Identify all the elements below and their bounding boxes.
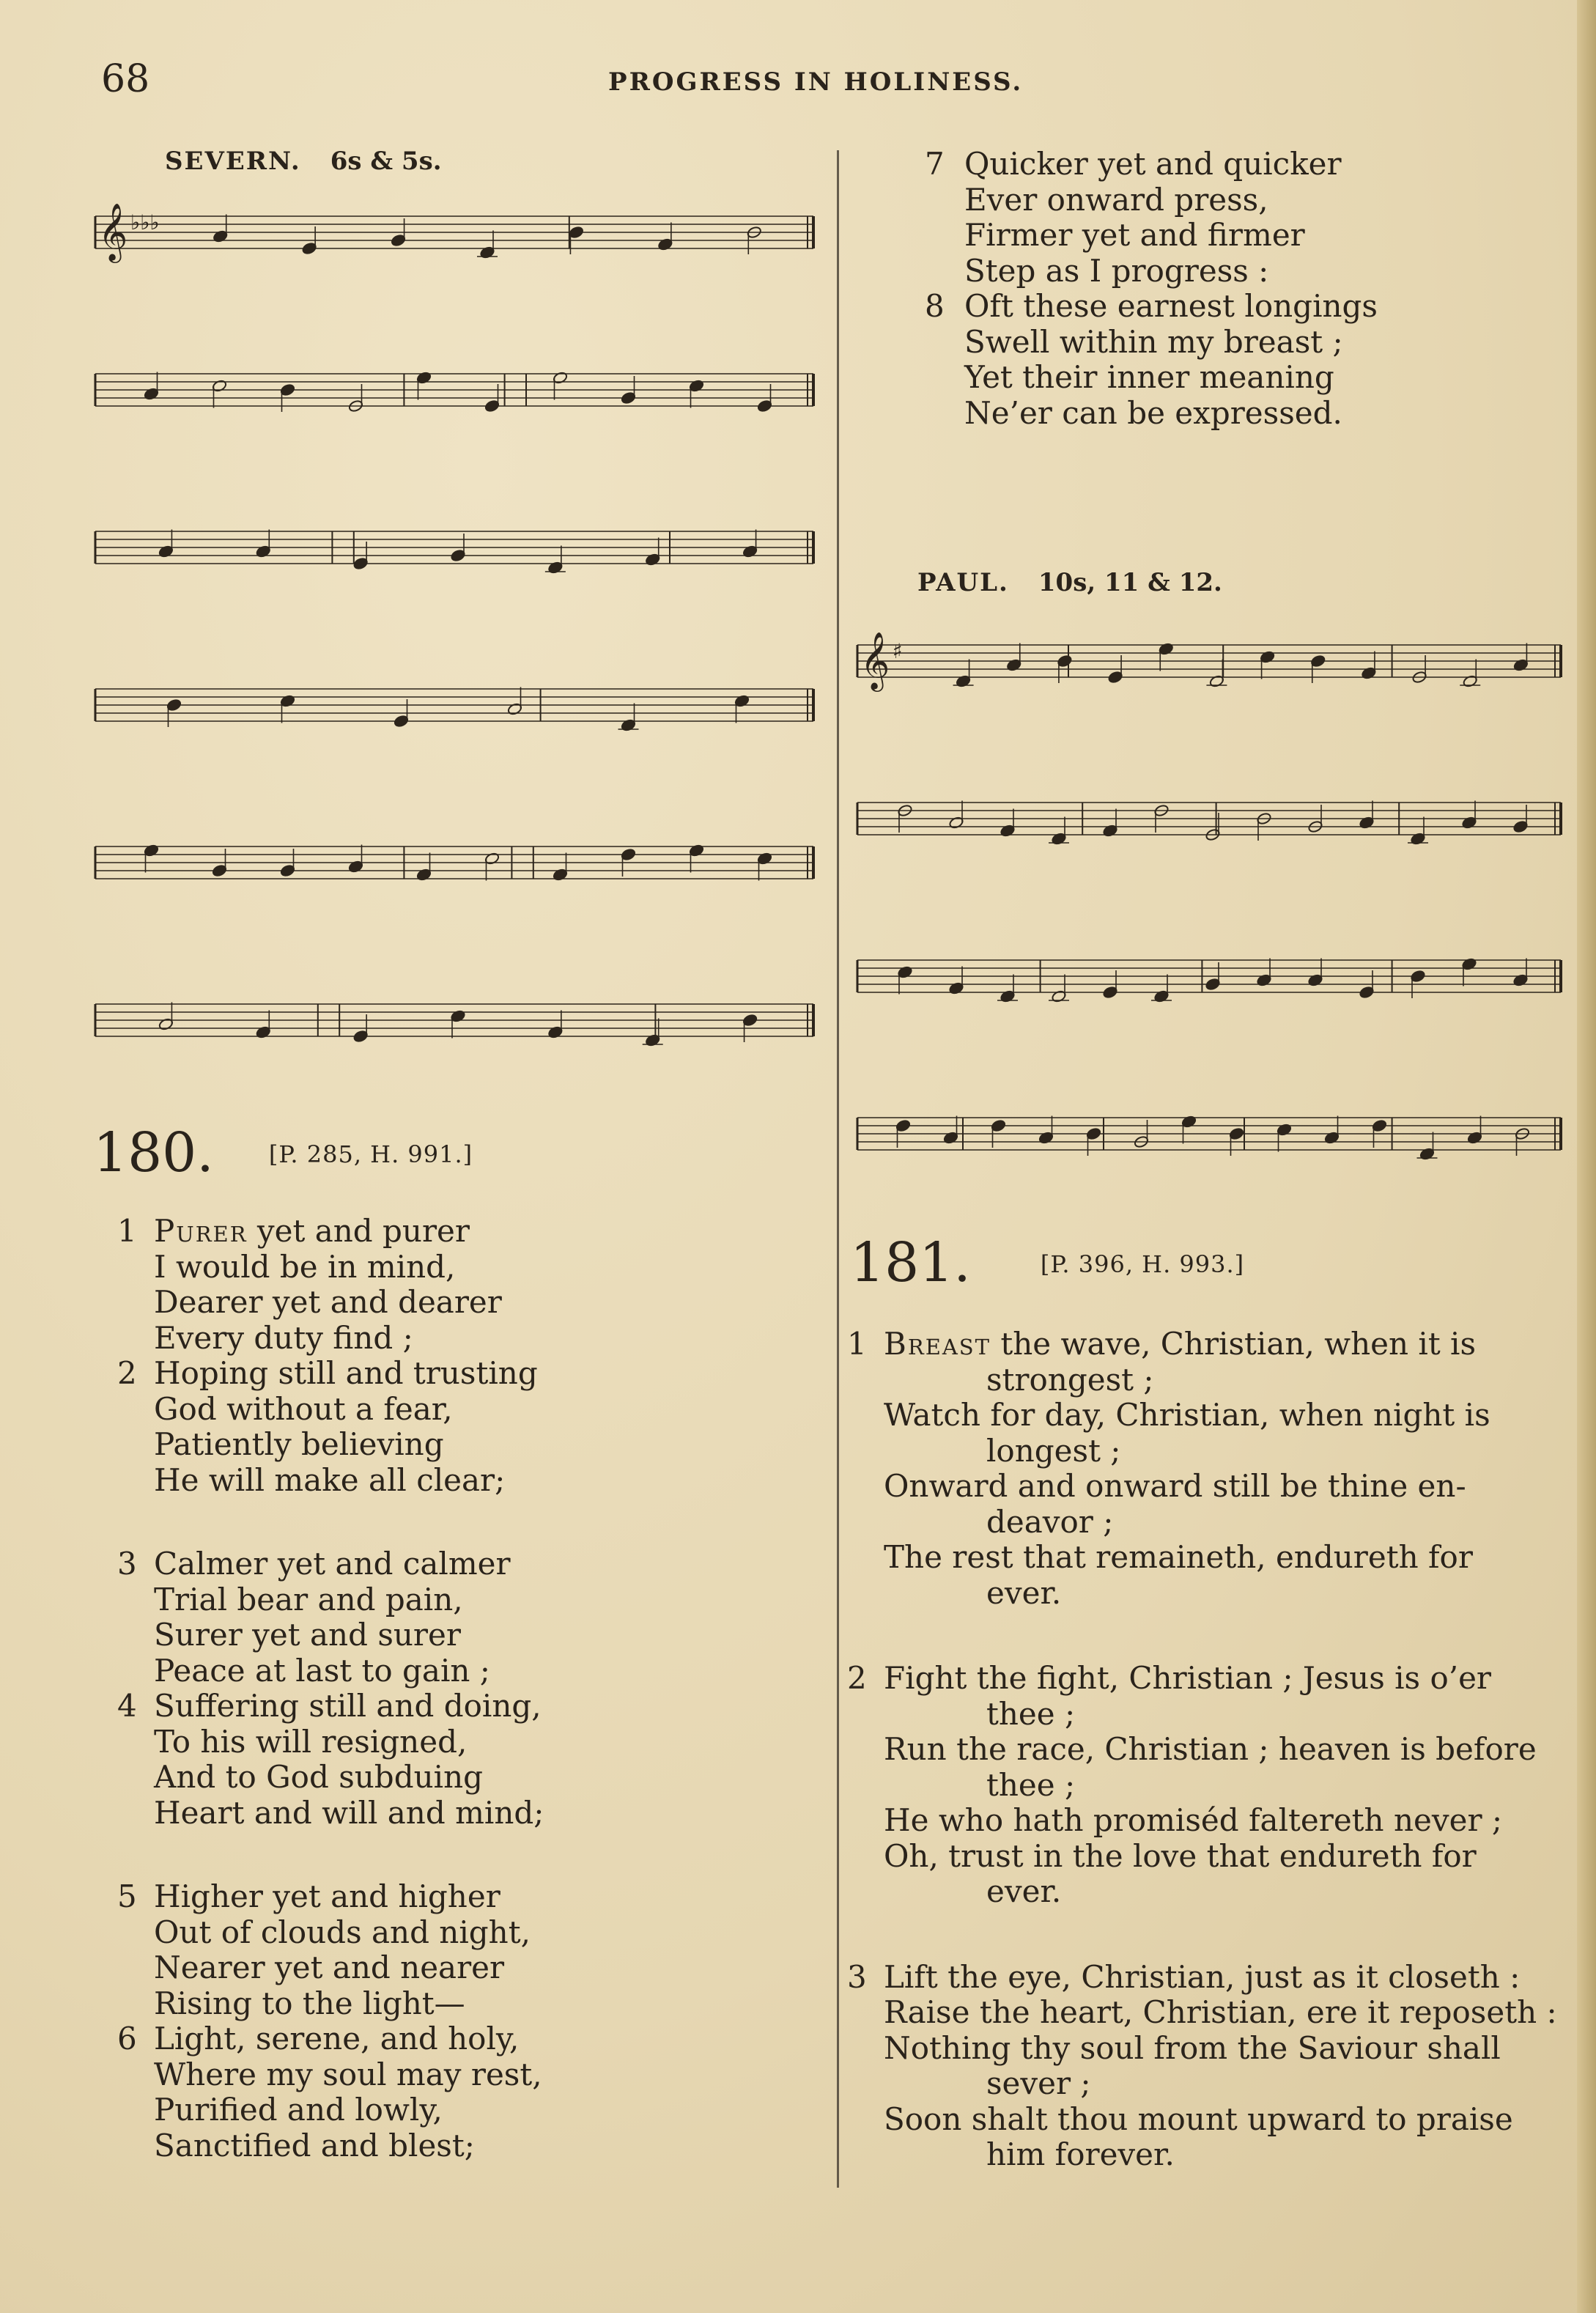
line-text: strongest ; [986, 1361, 1154, 1398]
line-text: Dearer yet and dearer [154, 1284, 502, 1320]
line-text: Rising to the light— [154, 1985, 465, 2021]
line-text: The rest that remaineth, endureth for [884, 1539, 1473, 1575]
line-text: Suffering still and doing, [154, 1688, 542, 1724]
music-system [857, 957, 1561, 1003]
page-number: 68 [101, 57, 150, 101]
verse-line [117, 1796, 544, 1831]
stanza-number: 8 [925, 288, 945, 324]
verse-line [117, 1463, 544, 1499]
tune-meter: 10s, 11 & 12. [1038, 568, 1222, 597]
line-text: Nothing thy soul from the Saviour shall [884, 2029, 1501, 2066]
verse-line [847, 1995, 1565, 2031]
line-text: Nearer yet and nearer [154, 1949, 505, 1985]
stanza [117, 1214, 544, 1498]
verse-line [847, 2102, 1565, 2138]
line-text: Step as I progress : [964, 252, 1269, 289]
music-system [857, 801, 1561, 846]
verse-line [847, 1505, 1565, 1541]
line-text: him forever. [986, 2136, 1175, 2172]
page-edge [1577, 0, 1596, 2313]
music-system [95, 1003, 813, 1047]
paul-music-score [850, 623, 1575, 1180]
line-text: He will make all clear; [154, 1461, 506, 1498]
music-system [95, 687, 813, 732]
verse-line [847, 2066, 1565, 2102]
hymn-181-text [847, 1327, 1565, 2173]
line-text: Light, serene, and holy, [154, 2021, 520, 2056]
stanza-number: 7 [925, 146, 945, 182]
line-text: Quicker yet and quicker [964, 146, 1342, 182]
line-text: Ever onward press, [964, 181, 1268, 218]
music-system [95, 530, 813, 575]
hymn-number: 181. [850, 1231, 971, 1294]
line-text: Calmer yet and calmer [154, 1546, 511, 1582]
line-text: Soon shalt thou mount upward to praise [884, 2100, 1513, 2137]
verse-line [117, 1950, 544, 1986]
music-system [857, 632, 1561, 692]
verse-line [117, 1617, 544, 1653]
verse-line [117, 1546, 544, 1582]
stanza [847, 1661, 1565, 1910]
line-text: the wave, Christian, when it is [991, 1326, 1477, 1362]
verse-line [847, 2031, 1565, 2067]
stanza-number: 3 [847, 1958, 867, 1995]
verse-line [117, 1214, 544, 1250]
stanza-number: 1 [117, 1213, 137, 1249]
line-text: Run the race, Christian ; heaven is before [884, 1731, 1537, 1767]
line-text: God without a fear, [154, 1390, 453, 1427]
line-text: Higher yet and higher [154, 1878, 500, 1914]
hymn-number: 180. [93, 1121, 214, 1184]
verse-line [847, 1661, 1565, 1697]
line-text: Yet their inner meaning [964, 359, 1334, 395]
verse-line [847, 1327, 1565, 1362]
stanza-number: 3 [117, 1546, 137, 1582]
stanza [925, 147, 1378, 431]
verse-line [847, 1697, 1565, 1733]
verse-line [117, 1582, 544, 1618]
line-text: yet and purer [247, 1213, 470, 1249]
line-text: To his will resigned, [154, 1723, 468, 1760]
tune-name: PAUL. [917, 568, 1009, 597]
hymn-reference: [P. 285, H. 991.] [268, 1140, 473, 1168]
stanza-number: 2 [117, 1355, 137, 1391]
verse-line [117, 2057, 544, 2093]
hymn-180-text [117, 1213, 544, 2163]
verse-line [117, 1724, 544, 1760]
line-text: Firmer yet and firmer [964, 217, 1305, 253]
small-caps-word: Purer [154, 1213, 248, 1249]
verse-line [117, 1760, 544, 1796]
key-signature-icon: ♭♭♭ [130, 210, 160, 235]
stanza [847, 1327, 1565, 1611]
line-text: He who hath promiséd faltereth never ; [884, 1802, 1503, 1838]
stanza-number: 6 [117, 2021, 137, 2056]
verse-line [847, 1732, 1565, 1768]
line-text: Out of clouds and night, [154, 1914, 531, 1950]
verse-line [925, 182, 1378, 218]
verse-line [847, 1398, 1565, 1434]
tune-meter: 6s & 5s. [330, 147, 442, 176]
line-text: thee ; [986, 1695, 1076, 1732]
verse-line [847, 1874, 1565, 1910]
verse-line [117, 1879, 544, 1915]
line-text: Hoping still and trusting [154, 1355, 538, 1391]
line-text: Purified and lowly, [154, 2092, 443, 2128]
line-text: Swell within my breast ; [964, 323, 1343, 360]
verse-line [847, 2137, 1565, 2173]
verse-line [847, 1576, 1565, 1612]
line-text: And to God subduing [154, 1759, 483, 1795]
line-text: longest ; [986, 1432, 1121, 1469]
verse-line [117, 1653, 544, 1689]
tune-name: SEVERN. [165, 147, 301, 176]
line-text: Patiently believing [154, 1426, 444, 1462]
line-text: I would be in mind, [154, 1248, 456, 1285]
verse-line [847, 1540, 1565, 1576]
running-head: PROGRESS IN HOLINESS. [608, 67, 1024, 97]
verse-line [117, 1915, 544, 1951]
line-text: Surer yet and surer [154, 1617, 461, 1653]
hymn-181-header [850, 1231, 1244, 1294]
line-text: thee ; [986, 1766, 1076, 1803]
verse-line [847, 1839, 1565, 1875]
line-text: Trial bear and pain, [154, 1581, 463, 1617]
verse-line [925, 254, 1378, 289]
line-text: Raise the heart, Christian, ere it reposeth : [884, 1994, 1557, 2030]
line-text: sever ; [986, 2065, 1091, 2101]
verse-line [117, 1250, 544, 1285]
stanza [117, 1546, 544, 1831]
line-text: Peace at last to gain ; [154, 1652, 490, 1689]
verse-line [117, 2021, 544, 2057]
verse-line [117, 1427, 544, 1463]
line-text: Where my soul may rest, [154, 2056, 542, 2092]
music-system [95, 203, 813, 263]
verse-line [117, 1986, 544, 2022]
verse-line [925, 360, 1378, 396]
verse-line [117, 1356, 544, 1392]
line-text: Heart and will and mind; [154, 1794, 544, 1831]
hymn-180-header [93, 1121, 473, 1184]
line-text: Oft these earnest longings [964, 288, 1378, 324]
verse-line [925, 289, 1378, 325]
verse-line [847, 1960, 1565, 1996]
stanza [847, 1960, 1565, 2173]
verse-line [925, 396, 1378, 432]
music-system [857, 1115, 1561, 1160]
stanza-number: 1 [847, 1326, 867, 1362]
line-text: Onward and onward still be thine en- [884, 1468, 1466, 1504]
verse-line [117, 1321, 544, 1357]
stanza-number: 4 [117, 1688, 137, 1724]
verse-line [847, 1768, 1565, 1804]
verse-line [117, 1392, 544, 1428]
music-system [95, 844, 813, 881]
hymn-reference: [P. 396, H. 993.] [1040, 1250, 1245, 1278]
verse-line [925, 325, 1378, 361]
verse-line [847, 1362, 1565, 1398]
treble-clef-icon: 𝄞 [98, 203, 128, 261]
treble-clef-icon: 𝄞 [860, 632, 890, 690]
verse-line [925, 147, 1378, 182]
small-caps-word: Breast [884, 1326, 991, 1362]
verse-line [117, 1689, 544, 1724]
stanza [117, 1879, 544, 2163]
stanza-number: 2 [847, 1660, 867, 1696]
line-text: Oh, trust in the love that endureth for [884, 1837, 1477, 1874]
verse-line [925, 218, 1378, 254]
key-signature-icon: ♯ [893, 639, 903, 663]
tune-heading-severn [165, 147, 442, 176]
tune-heading-paul [917, 568, 1222, 597]
music-system [95, 371, 813, 413]
verse-line [117, 2092, 544, 2128]
line-text: ever. [986, 1574, 1062, 1611]
column-divider [837, 150, 839, 2188]
verse-line [847, 1469, 1565, 1505]
verse-line [847, 1434, 1565, 1469]
line-text: Watch for day, Christian, when night is [884, 1397, 1490, 1433]
line-text: Ne’er can be expressed. [964, 394, 1342, 431]
line-text: Every duty find ; [154, 1319, 413, 1356]
verse-line [847, 1803, 1565, 1839]
line-text: Fight the fight, Christian ; Jesus is o’er [884, 1660, 1492, 1696]
hymn-180-continued [925, 147, 1378, 431]
verse-line [117, 2128, 544, 2164]
verse-line [117, 1285, 544, 1321]
line-text: Sanctified and blest; [154, 2127, 475, 2163]
stanza-number: 5 [117, 1878, 137, 1914]
line-text: Lift the eye, Christian, just as it closeth : [884, 1958, 1521, 1995]
line-text: ever. [986, 1873, 1062, 1909]
line-text: deavor ; [986, 1503, 1114, 1540]
severn-music-score [88, 187, 828, 1096]
